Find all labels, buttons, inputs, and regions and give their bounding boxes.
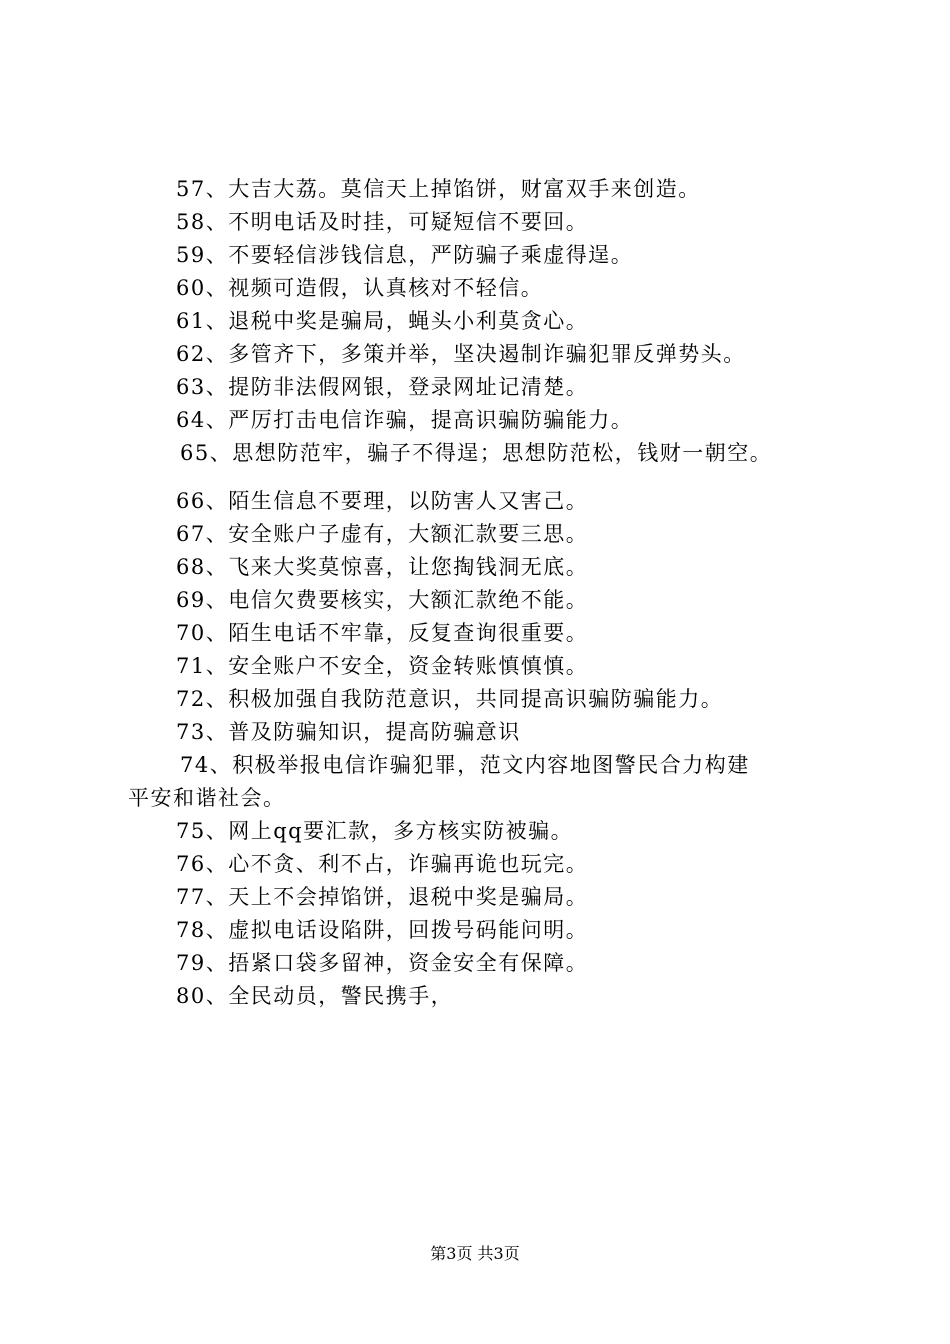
slogan-line-74-continued: 平安和谐社会。 bbox=[128, 786, 286, 810]
slogan-line-75: 75、网上qq要汇款，多方核实防被骗。 bbox=[176, 819, 574, 843]
slogan-line-78: 78、虚拟电话设陷阱，回拨号码能问明。 bbox=[176, 918, 589, 942]
slogan-line-64: 64、严厉打击电信诈骗，提高识骗防骗能力。 bbox=[176, 408, 634, 432]
slogan-line-57: 57、大吉大荔。莫信天上掉馅饼，财富双手来创造。 bbox=[176, 177, 701, 201]
slogan-line-60: 60、视频可造假，认真核对不轻信。 bbox=[176, 276, 544, 300]
slogan-line-61: 61、退税中奖是骗局，蝇头小利莫贪心。 bbox=[176, 309, 589, 333]
page-number-footer: 第3页 共3页 bbox=[430, 1244, 520, 1263]
slogan-line-70: 70、陌生电话不牢靠，反复查询很重要。 bbox=[176, 621, 589, 645]
slogan-line-77: 77、天上不会掉馅饼，退税中奖是骗局。 bbox=[176, 885, 589, 909]
slogan-line-74: 74、积极举报电信诈骗犯罪，范文内容地图警民合力构建 bbox=[180, 753, 750, 777]
slogan-line-65: 65、思想防范牢，骗子不得逞；思想防范松，钱财一朝空。 bbox=[180, 441, 773, 465]
slogan-line-66: 66、陌生信息不要理，以防害人又害己。 bbox=[176, 489, 589, 513]
slogan-line-58: 58、不明电话及时挂，可疑短信不要回。 bbox=[176, 210, 589, 234]
slogan-line-67: 67、安全账户子虚有，大额汇款要三思。 bbox=[176, 522, 589, 546]
slogan-line-80: 80、全民动员，警民携手， bbox=[176, 984, 454, 1008]
slogan-line-69: 69、电信欠费要核实，大额汇款绝不能。 bbox=[176, 588, 589, 612]
slogan-line-62: 62、多管齐下，多策并举，坚决遏制诈骗犯罪反弹势头。 bbox=[176, 342, 746, 366]
slogan-line-71: 71、安全账户不安全，资金转账慎慎慎。 bbox=[176, 654, 589, 678]
slogan-line-73: 73、普及防骗知识，提高防骗意识 bbox=[176, 720, 521, 744]
slogan-line-76: 76、心不贪、利不占，诈骗再诡也玩完。 bbox=[176, 852, 589, 876]
slogan-line-72: 72、积极加强自我防范意识，共同提高识骗防骗能力。 bbox=[176, 687, 724, 711]
slogan-line-59: 59、不要轻信涉钱信息，严防骗子乘虚得逞。 bbox=[176, 243, 634, 267]
slogan-line-68: 68、飞来大奖莫惊喜，让您掏钱洞无底。 bbox=[176, 555, 589, 579]
slogan-line-79: 79、捂紧口袋多留神，资金安全有保障。 bbox=[176, 951, 589, 975]
slogan-line-63: 63、提防非法假网银，登录网址记清楚。 bbox=[176, 375, 589, 399]
